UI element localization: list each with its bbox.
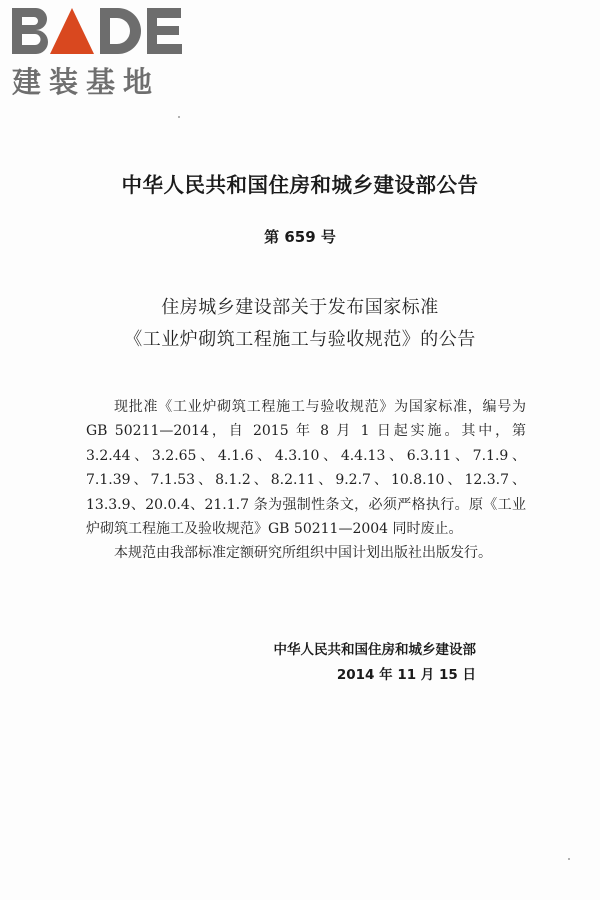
announcement-body [86, 395, 526, 566]
announcement-number: 第 659 号 [264, 228, 336, 246]
scan-speck [178, 116, 180, 118]
announcement-subtitle-line-2: 《工业炉砌筑工程施工与验收规范》的公告 [124, 329, 476, 350]
issuing-organization: 中华人民共和国住房和城乡建设部 [273, 642, 476, 658]
body-paragraph-2: 本规范由我部标准定额研究所组织中国计划出版社出版发行。 [114, 545, 492, 562]
bade-logo [10, 4, 185, 104]
bade-logo-mark [10, 4, 185, 62]
body-paragraph-1: 现批准《工业炉砌筑工程施工与验收规范》为国家标准，编号为 GB 50211—2014，自 2015 年 8 月 1 日起实施。其中，第 3.2.44、3.2.65、4.1.6、4.3.10、4.4.13、6.3.11、7.1.9、7.1.39、7.1.53、8.1.2、8.2.11、9.2.7、10.8.10、12.3.7、13.3.9、20.0.4、21.1.7 条为强制性条文，必须严格执行。原《工业炉砌筑工程施工及验收规范》GB 50211—2004 同时废止。 [86, 399, 526, 538]
announcement-title: 中华人民共和国住房和城乡建设部公告 [121, 173, 479, 197]
issue-date: 2014 年 11 月 15 日 [336, 667, 476, 683]
announcement-subtitle-line-1: 住房城乡建设部关于发布国家标准 [161, 297, 439, 318]
scan-speck [568, 858, 570, 860]
logo-subtitle: 建装基地 [12, 65, 161, 99]
